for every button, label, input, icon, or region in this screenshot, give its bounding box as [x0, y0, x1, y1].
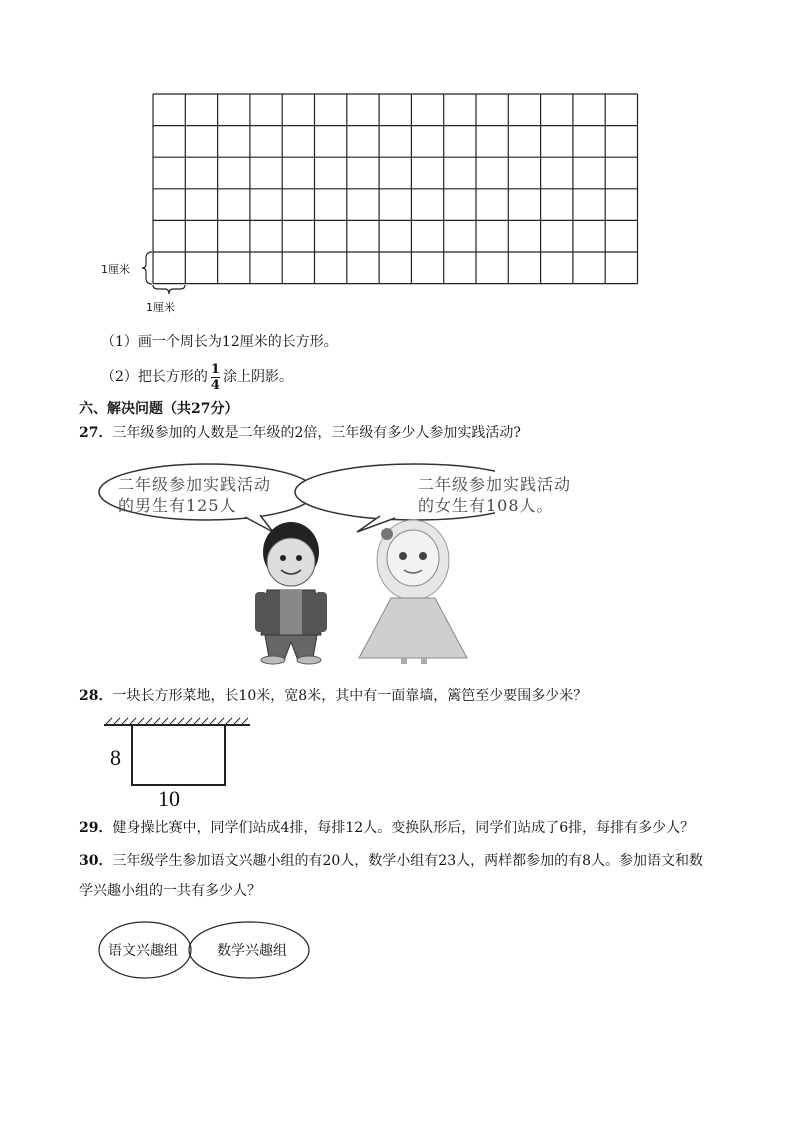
q26-part2-prefix: （2）把长方形的	[101, 369, 208, 385]
q28-question	[79, 686, 587, 706]
fraction-denominator: 4	[210, 377, 220, 393]
grid-height-label: 1厘米	[101, 263, 130, 276]
q26-part2-suffix: 涂上阴影。	[222, 369, 293, 385]
fraction-numerator: 1	[210, 361, 220, 377]
q30-question-line2: 学兴趣小组的一共有多少人？	[79, 883, 261, 899]
q26-part2	[101, 362, 293, 392]
brace-vertical-icon	[140, 251, 154, 285]
q30-question-line1	[79, 851, 703, 871]
q27-question	[79, 423, 521, 443]
q30-text-line1: 三年级学生参加语文兴趣小组的有20人，数学小组有23人，两样都参加的有8人。参加语文和数	[112, 853, 704, 869]
boy-illustration	[255, 522, 327, 664]
grid-width-label: 1厘米	[146, 301, 175, 314]
q28-garden-diagram	[100, 714, 260, 814]
girl-illustration	[359, 520, 467, 664]
section-title: 六、解决问题（共27分）	[79, 401, 239, 417]
q26-part1: （1）画一个周长为12厘米的长方形。	[101, 334, 338, 350]
q29-text: 健身操比赛中，同学们站成4排，每排12人。变换队形后，同学们站成了6排，每排有多少人？	[112, 820, 695, 836]
boy-bubble-text	[118, 474, 271, 516]
q30-number: 30．	[79, 853, 113, 869]
boy-bubble-line2: 的男生有125人	[118, 496, 237, 515]
fraction-one-quarter	[211, 363, 220, 392]
venn-right-label: 数学兴趣组	[217, 943, 287, 959]
boy-bubble-line1: 二年级参加实践活动	[118, 475, 272, 494]
q28-number: 28．	[79, 688, 113, 704]
q27-number: 27．	[79, 425, 113, 441]
q28-text: 一块长方形菜地，长10米，宽8米，其中有一面靠墙，篱笆至少要围多少米？	[112, 688, 588, 704]
q27-text: 三年级参加的人数是二年级的2倍，三年级有多少人参加实践活动?	[112, 425, 521, 441]
square-grid	[152, 93, 640, 285]
girl-bubble-text	[418, 474, 571, 516]
q29-number: 29．	[79, 820, 113, 836]
q29-question	[79, 818, 694, 838]
venn-left-label: 语文兴趣组	[108, 943, 178, 959]
girl-bubble-line2: 的女生有108人。	[418, 496, 554, 515]
brace-horizontal-icon	[152, 284, 186, 296]
q28-width-label: 8	[110, 745, 121, 770]
girl-bubble-line1: 二年级参加实践活动	[418, 475, 572, 494]
q28-length-label: 10	[158, 786, 180, 811]
